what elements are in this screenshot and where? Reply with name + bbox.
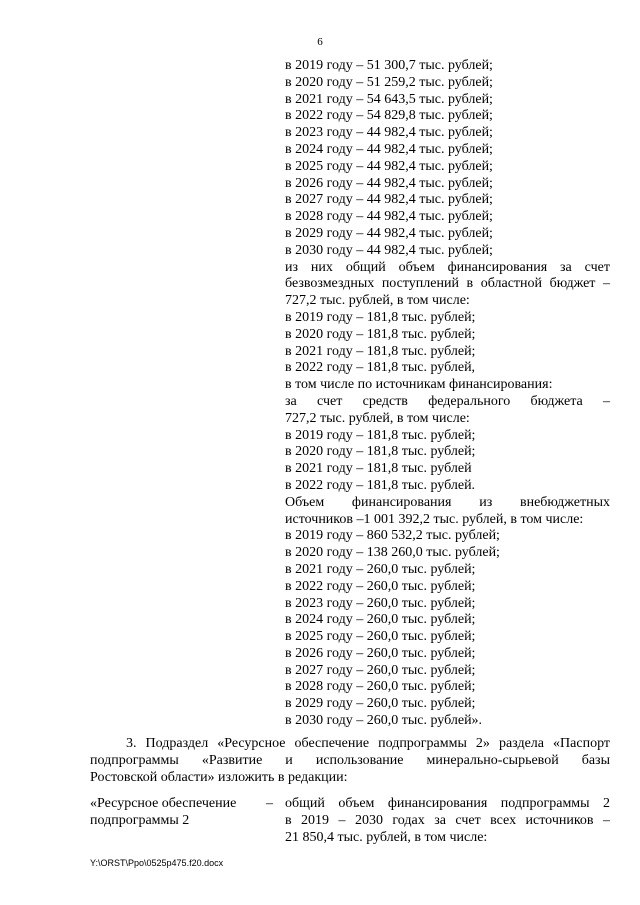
funding-line: в 2027 году – 260,0 тыс. рублей; [285,662,476,678]
footer-file-path: Y:\ORST\Ppo\0525p475.f20.docx [90,858,224,868]
funding-line: в 2028 году – 260,0 тыс. рублей; [285,679,476,695]
page-number: 6 [317,36,323,48]
funding-line: в 2025 году – 260,0 тыс. рублей; [285,629,476,645]
federal-intro [285,394,610,428]
extrabudget-intro [285,495,610,529]
funding-line: в 2021 году – 54 643,5 тыс. рублей; [285,91,493,107]
funding-list-federal [285,428,610,495]
funding-line: в 2027 году – 44 982,4 тыс. рублей; [285,192,493,208]
table-dash: – [266,796,273,811]
federal-intro-line: 727,2 тыс. рублей, в том числе: [285,410,470,426]
funding-column [285,58,610,730]
funding-line: в 2024 году – 260,0 тыс. рублей; [285,612,476,628]
funding-line: в 2029 году – 44 982,4 тыс. рублей; [285,225,493,241]
regional-intro-line: из них общий объем финансирования за счет [285,259,610,275]
sources-line: в том числе по источникам финансирования: [285,377,553,393]
funding-line: в 2019 году – 860 532,2 тыс. рублей; [285,528,500,544]
funding-line: в 2019 году – 181,8 тыс. рублей; [285,309,476,325]
funding-line: в 2022 году – 54 829,8 тыс. рублей; [285,108,493,124]
funding-line: в 2030 году – 44 982,4 тыс. рублей; [285,242,493,258]
funding-line: в 2023 году – 260,0 тыс. рублей; [285,595,476,611]
funding-line: в 2024 году – 44 982,4 тыс. рублей; [285,141,493,157]
table-value-cell [285,796,610,846]
funding-list-extrabudget [285,528,610,730]
regional-intro [285,260,610,310]
funding-line: в 2028 году – 44 982,4 тыс. рублей; [285,209,493,225]
section-3-line: подпрограммы «Развитие и использование минерально-сырьевой базы [90,752,610,768]
funding-line: в 2021 году – 260,0 тыс. рублей; [285,561,476,577]
federal-intro-line: за счет средств федерального бюджета – [285,393,610,409]
section-3-line: Ростовской области» изложить в редакции: [90,769,348,785]
funding-line: в 2022 году – 181,8 тыс. рублей. [285,477,476,493]
funding-line: в 2021 году – 181,8 тыс. рублей; [285,343,476,359]
table-value-line: общий объем финансирования подпрограммы 2 [285,796,610,811]
funding-line: в 2026 году – 260,0 тыс. рублей; [285,645,476,661]
table-label-line: подпрограммы 2 [90,812,190,828]
funding-list-total [285,58,610,260]
table-value-line: 21 850,4 тыс. рублей, в том числе: [285,829,488,845]
funding-line: в 2030 году – 260,0 тыс. рублей». [285,713,483,729]
funding-line: в 2019 году – 51 300,7 тыс. рублей; [285,58,493,73]
regional-intro-line: безвозмездных поступлений в областной бюджет – [285,276,610,292]
funding-line: в 2029 году – 260,0 тыс. рублей; [285,696,476,712]
funding-line: в 2026 году – 44 982,4 тыс. рублей; [285,175,493,191]
table-value-line: в 2019 – 2030 годах за счет всех источников – [285,812,610,828]
funding-line: в 2022 году – 181,8 тыс. рублей, [285,360,476,376]
funding-line: в 2020 году – 181,8 тыс. рублей; [285,444,476,460]
section-3-paragraph [90,736,610,786]
funding-line: в 2022 году – 260,0 тыс. рублей; [285,578,476,594]
funding-line: в 2020 году – 181,8 тыс. рублей; [285,326,476,342]
table-label-cell [90,796,260,830]
funding-line: в 2021 году – 181,8 тыс. рублей [285,461,472,477]
funding-line: в 2020 году – 138 260,0 тыс. рублей; [285,545,500,561]
funding-line: в 2019 году – 181,8 тыс. рублей; [285,427,476,443]
regional-intro-line: 727,2 тыс. рублей, в том числе: [285,293,470,309]
funding-list-regional [285,310,610,377]
table-label-line: «Ресурсное обеспечение [90,796,237,811]
funding-line: в 2023 году – 44 982,4 тыс. рублей; [285,125,493,141]
extrabudget-intro-line: источников –1 001 392,2 тыс. рублей, в том числе: [285,511,584,527]
funding-line: в 2020 году – 51 259,2 тыс. рублей; [285,74,493,90]
extrabudget-intro-line: Объем финансирования из внебюджетных [285,494,610,510]
funding-line: в 2025 году – 44 982,4 тыс. рублей; [285,158,493,174]
section-3-line: 3. Подраздел «Ресурсное обеспечение подпрограммы 2» раздела «Паспорт [126,736,610,751]
